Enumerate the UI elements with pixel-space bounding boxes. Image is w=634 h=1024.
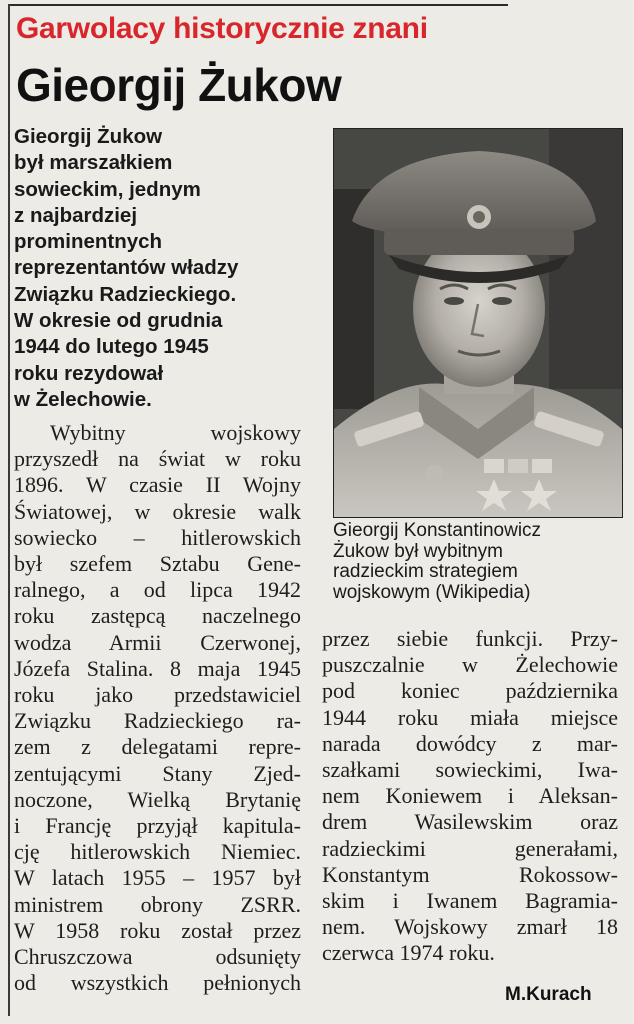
body-line: od wszystkich pełnionych <box>14 970 301 996</box>
body-line: ministrem obrony ZSRR. <box>14 891 301 917</box>
lead-line: W okresie od grudnia <box>14 309 223 333</box>
body-line: sowiecko – hitlerowskich <box>14 524 301 550</box>
body-line: przyszedł na świat w roku <box>14 446 301 472</box>
body-line: roku jako przedstawiciel <box>14 682 301 708</box>
body-line: Wybitny wojskowy <box>50 420 301 445</box>
lead-line: Gieorgij Żukow <box>14 125 163 148</box>
body-line: nem. Wojskowy zmarł 18 <box>322 914 618 940</box>
body-line: drem Wasilewskim oraz <box>322 809 618 835</box>
section-kicker: Garwolacy historycznie znani <box>16 12 428 45</box>
top-rule <box>8 4 508 6</box>
body-line: skim i Iwanem Bagramia- <box>322 888 618 914</box>
body-line: roku zastępcą naczelnego <box>14 603 301 629</box>
body-line: ralnego, a od lipca 1942 <box>14 577 301 603</box>
caption-line: Żukow był wybitnym <box>333 540 503 562</box>
body-line: był szefem Sztabu Gene- <box>14 551 301 577</box>
caption-line: radzieckim strategiem <box>333 561 518 583</box>
caption-line: Gieorgij Konstantinowicz <box>333 520 542 541</box>
lead-line: był marszałkiem <box>14 151 173 175</box>
body-line: czerwca 1974 roku. <box>322 940 495 966</box>
body-line: cję hitlerowskich Niemiec. <box>14 839 301 865</box>
body-line: Związku Radzieckiego ra- <box>14 708 301 734</box>
lead-line: z najbardziej <box>14 203 138 227</box>
article-headline: Gieorgij Żukow <box>16 59 342 111</box>
body-line: Konstantym Rokossow- <box>322 861 618 887</box>
left-rule <box>8 4 10 1016</box>
body-line: 1896. W czasie II Wojny <box>14 472 301 498</box>
lead-line: prominentnych <box>14 230 163 254</box>
body-line: narada dowódcy z mar- <box>322 730 618 756</box>
photo-caption <box>333 521 623 603</box>
body-column-right <box>322 626 618 967</box>
lead-line: roku rezydował <box>14 361 164 385</box>
lead-line: sowieckim, jednym <box>14 177 201 201</box>
body-column-left <box>14 420 301 996</box>
body-line: noczone, Wielką Brytanię <box>14 786 301 812</box>
lead-line: Związku Radzieckiego. <box>14 282 237 306</box>
lead-line: 1944 do lutego 1945 <box>14 335 209 359</box>
body-line: Światowej, w okresie walk <box>14 498 301 524</box>
body-line: nem Koniewem i Aleksan- <box>322 783 618 809</box>
caption-line: wojskowym (Wikipedia) <box>333 581 531 603</box>
body-line: szałkami sowieckimi, Iwa- <box>322 757 618 783</box>
body-line: 1944 roku miała miejsce <box>322 704 618 730</box>
body-line: Józefa Stalina. 8 maja 1945 <box>14 655 301 681</box>
article-lead <box>14 124 324 413</box>
body-line: puszczalnie w Żelechowie <box>322 652 618 678</box>
body-line: Chruszczowa odsunięty <box>14 944 301 970</box>
body-line: pod koniec października <box>322 678 618 704</box>
body-line: i Francję przyjął kapitula- <box>14 813 301 839</box>
body-line: radzieckimi generałami, <box>322 835 618 861</box>
body-line: W 1958 roku został przez <box>14 917 301 943</box>
portrait-photo <box>333 128 623 518</box>
body-line: W latach 1955 – 1957 był <box>14 865 301 891</box>
body-line: przez siebie funkcji. Przy- <box>322 626 618 651</box>
lead-line: reprezentantów władzy <box>14 256 239 280</box>
body-line: zentującymi Stany Zjed- <box>14 760 301 786</box>
portrait-illustration <box>334 129 622 517</box>
lead-line: w Żelechowie. <box>14 387 152 411</box>
body-line: zem z delegatami repre- <box>14 734 301 760</box>
body-line: wodza Armii Czerwonej, <box>14 629 301 655</box>
author-signature: M.Kurach <box>505 984 592 1005</box>
